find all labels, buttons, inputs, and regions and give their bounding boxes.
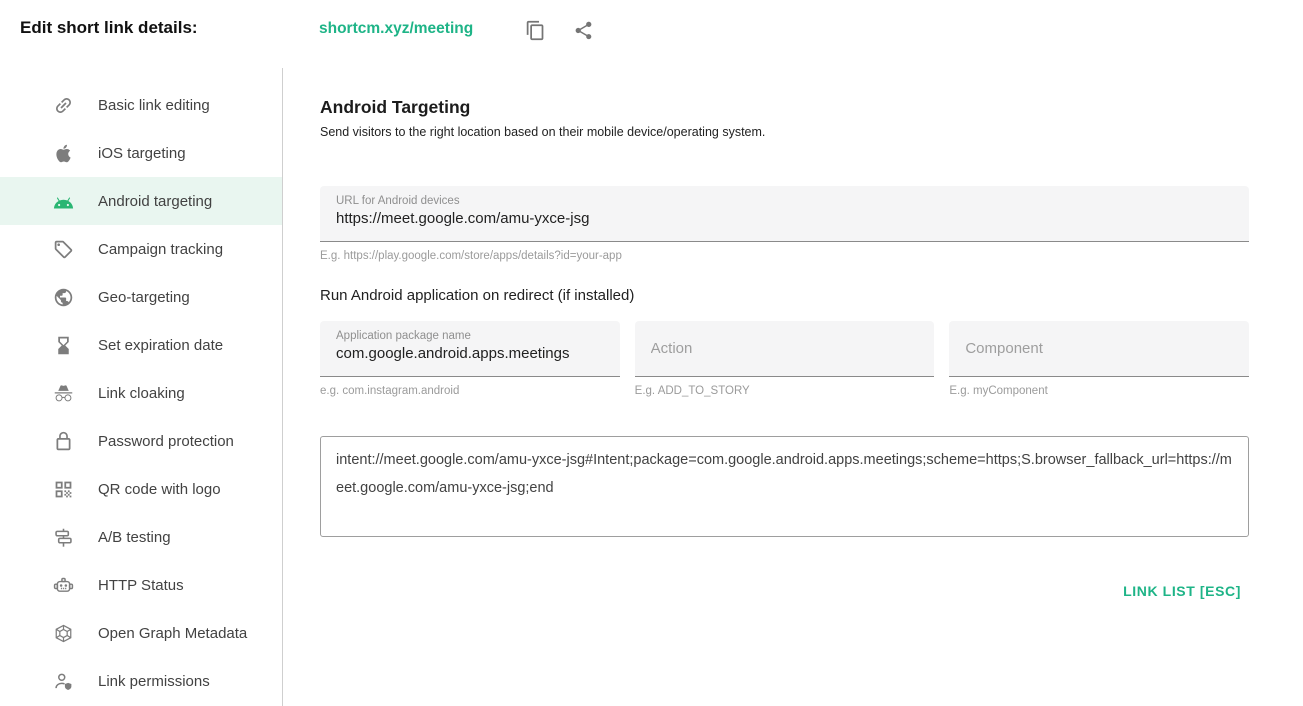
android-icon — [52, 190, 74, 212]
link-list-button[interactable]: LINK LIST [ESC] — [1115, 577, 1249, 605]
dialog-body — [0, 68, 1303, 706]
intent-url-preview[interactable] — [320, 436, 1249, 537]
share-icon[interactable] — [571, 18, 595, 42]
copy-icon[interactable] — [523, 18, 547, 42]
action-field[interactable] — [635, 321, 935, 377]
sidebar-item-label: Link permissions — [98, 672, 210, 690]
android-targeting-panel — [283, 68, 1303, 706]
sidebar-item-password-protection[interactable] — [0, 417, 282, 465]
person-shield-icon — [52, 670, 74, 692]
sidebar-item-campaign-tracking[interactable] — [0, 225, 282, 273]
sidebar-item-link-permissions[interactable] — [0, 657, 282, 705]
component-input[interactable] — [965, 340, 1233, 357]
tag-icon — [52, 238, 74, 260]
sidebar-item-ab-testing[interactable] — [0, 513, 282, 561]
lock-icon — [52, 430, 74, 452]
sidebar-item-label: Geo-targeting — [98, 288, 190, 306]
package-name-field[interactable] — [320, 321, 620, 377]
actions-row — [320, 577, 1249, 605]
sidebar-item-label: Password protection — [98, 432, 234, 450]
hourglass-icon — [52, 334, 74, 356]
package-name-helper: e.g. com.instagram.android — [320, 385, 460, 397]
action-input[interactable] — [651, 340, 919, 357]
sidebar-item-label: Campaign tracking — [98, 240, 224, 258]
header — [0, 0, 1303, 68]
incognito-icon — [52, 382, 74, 404]
url-for-android-input[interactable] — [336, 210, 1233, 227]
robot-icon — [52, 574, 74, 596]
run-app-fields-row — [320, 321, 1249, 398]
web-icon — [52, 622, 74, 644]
sidebar-item-geo-targeting[interactable] — [0, 273, 282, 321]
component-field[interactable] — [949, 321, 1249, 377]
section-subheading: Send visitors to the right location based on their mobile device/operating system. — [320, 125, 766, 139]
sidebar-item-set-expiration-date[interactable] — [0, 321, 282, 369]
sidebar-item-http-status[interactable] — [0, 561, 282, 609]
sidebar-item-label: Open Graph Metadata — [98, 624, 248, 642]
package-name-input[interactable] — [336, 345, 604, 362]
sidebar-item-label: Android targeting — [98, 192, 213, 210]
sidebar-item-open-graph-metadata[interactable] — [0, 609, 282, 657]
sidebar-item-basic-link-editing[interactable] — [0, 81, 282, 129]
sidebar-item-android-targeting[interactable] — [0, 177, 282, 225]
package-name-label: Application package name — [336, 330, 471, 342]
url-field-label: URL for Android devices — [336, 195, 460, 207]
link-icon — [52, 94, 74, 116]
short-link[interactable]: shortcm.xyz/meeting — [319, 20, 474, 37]
sidebar-item-link-cloaking[interactable] — [0, 369, 282, 417]
sidebar-item-qr-code[interactable] — [0, 465, 282, 513]
apple-icon — [52, 142, 74, 164]
action-helper: E.g. ADD_TO_STORY — [634, 385, 750, 397]
signpost-icon — [52, 526, 74, 548]
sidebar-item-label: Basic link editing — [98, 96, 210, 114]
sidebar-item-label: A/B testing — [98, 528, 171, 546]
sidebar-item-label: HTTP Status — [98, 576, 184, 594]
component-helper: E.g. myComponent — [949, 385, 1048, 397]
sidebar — [0, 68, 283, 706]
sidebar-item-label: iOS targeting — [98, 144, 186, 162]
run-app-section-title: Run Android application on redirect (if installed) — [320, 287, 635, 304]
globe-icon — [52, 286, 74, 308]
url-for-android-field[interactable] — [320, 186, 1249, 242]
sidebar-item-label: Set expiration date — [98, 336, 224, 354]
sidebar-item-ios-targeting[interactable] — [0, 129, 282, 177]
section-heading: Android Targeting — [320, 97, 471, 117]
page-title: Edit short link details: — [20, 18, 198, 37]
sidebar-item-label: QR code with logo — [98, 480, 221, 498]
url-field-helper: E.g. https://play.google.com/store/apps/details?id=your-app — [320, 250, 622, 262]
qr-code-icon — [52, 478, 74, 500]
sidebar-item-label: Link cloaking — [98, 384, 185, 402]
